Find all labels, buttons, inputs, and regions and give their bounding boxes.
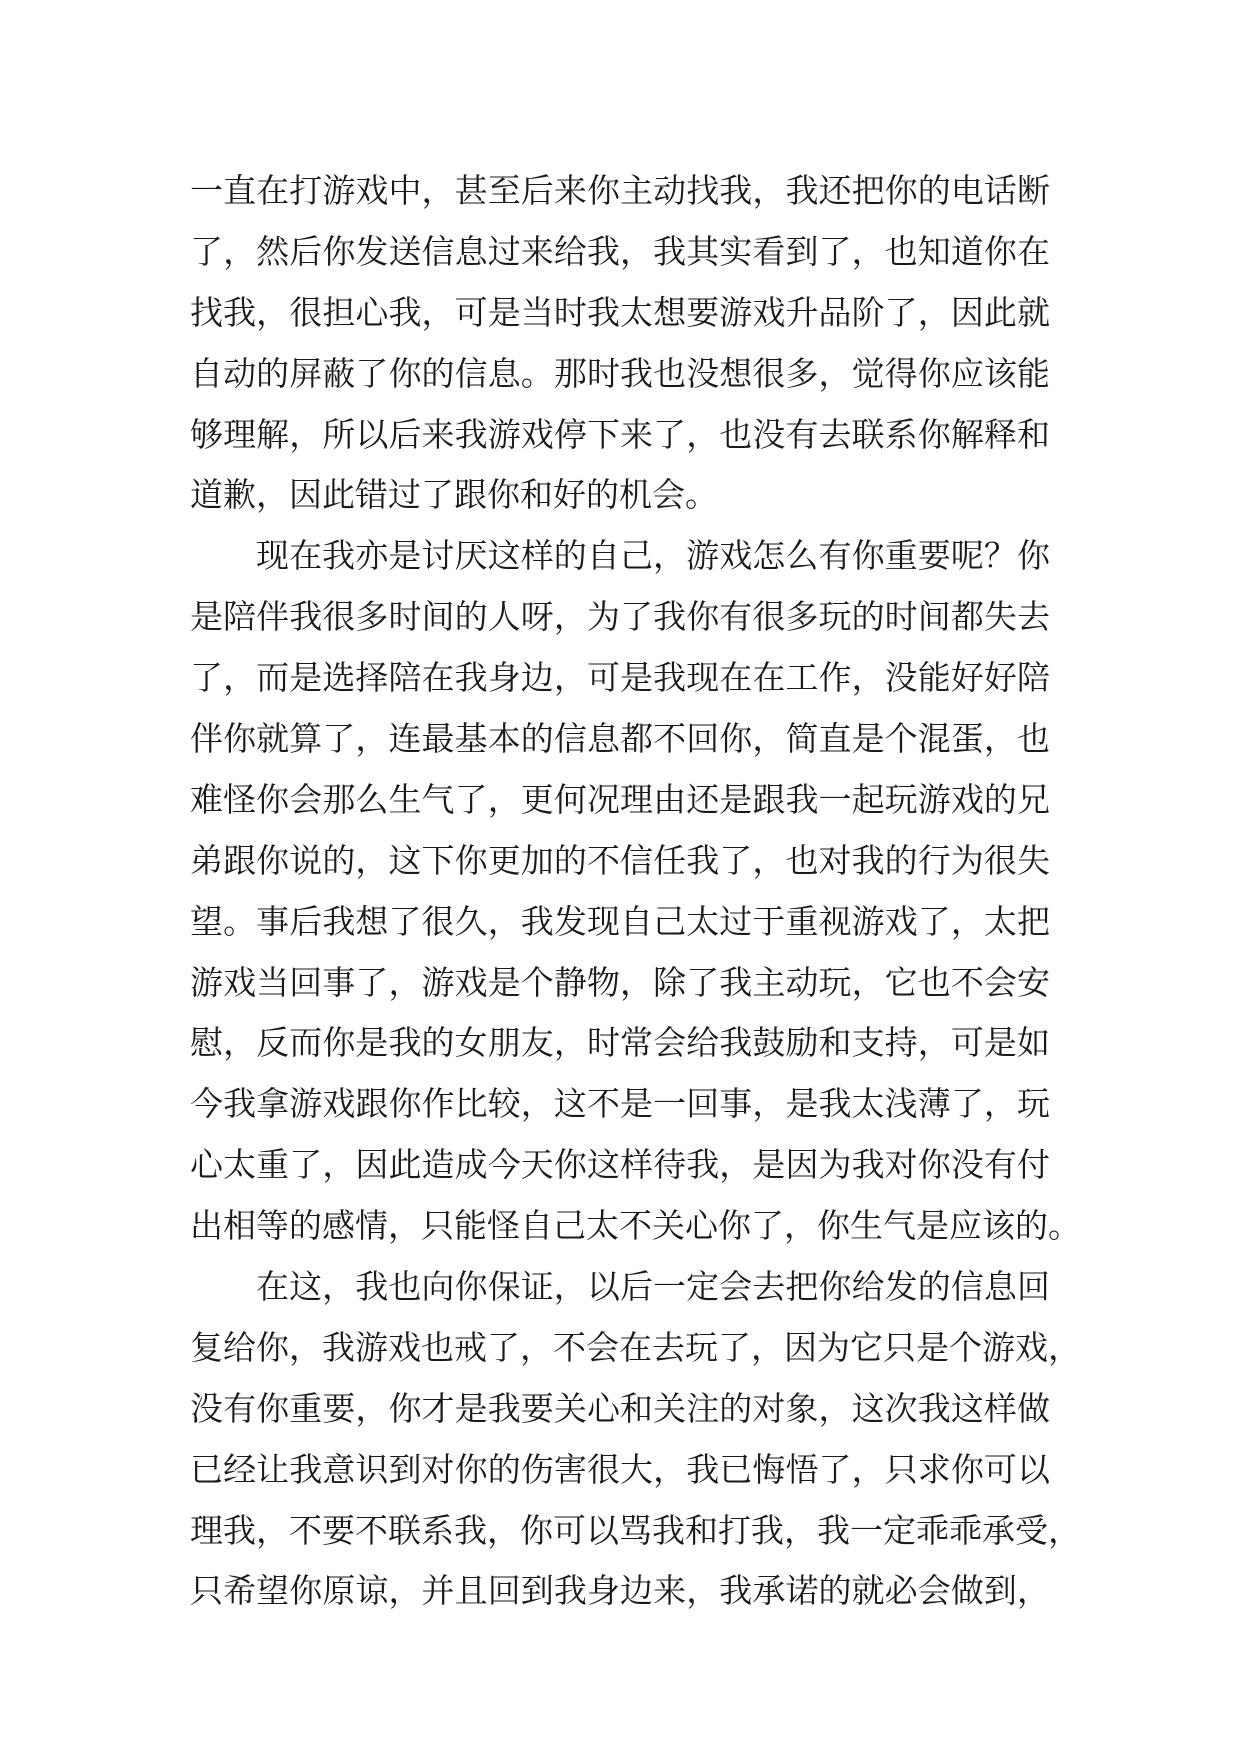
text-line: 找我，很担心我，可是当时我太想要游戏升品阶了，因此就 bbox=[190, 292, 1050, 332]
text-line: 伴你就算了，连最基本的信息都不回你，简直是个混蛋，也 bbox=[190, 719, 1050, 759]
text-line: 了，然后你发送信息过来给我，我其实看到了，也知道你在 bbox=[190, 231, 1050, 271]
text-line: 在这，我也向你保证，以后一定会去把你给发的信息回 bbox=[256, 1267, 1050, 1307]
text-line: 够理解，所以后来我游戏停下来了，也没有去联系你解释和 bbox=[190, 414, 1050, 454]
text-line: 难怪你会那么生气了，更何况理由还是跟我一起玩游戏的兄 bbox=[190, 779, 1050, 819]
text-line: 慰，反而你是我的女朋友，时常会给我鼓励和支持，可是如 bbox=[190, 1023, 1050, 1063]
text-line: 道歉，因此错过了跟你和好的机会。 bbox=[190, 475, 718, 515]
body-text bbox=[190, 161, 1081, 1622]
text-line: 现在我亦是讨厌这样的自己，游戏怎么有你重要呢？你 bbox=[256, 536, 1050, 576]
paragraph-1 bbox=[190, 161, 1050, 526]
text-line: 今我拿游戏跟你作比较，这不是一回事，是我太浅薄了，玩 bbox=[190, 1084, 1050, 1124]
text-line: 一直在打游戏中，甚至后来你主动找我，我还把你的电话断 bbox=[190, 171, 1050, 210]
paragraph-2 bbox=[190, 526, 1081, 1257]
text-line: 心太重了，因此造成今天你这样待我，是因为我对你没有付 bbox=[190, 1145, 1050, 1185]
text-line: 了，而是选择陪在我身边，可是我现在在工作，没能好好陪 bbox=[190, 658, 1050, 698]
text-line: 出相等的感情，只能怪自己太不关心你了，你生气是应该的。 bbox=[190, 1206, 1081, 1246]
text-line: 弟跟你说的，这下你更加的不信任我了，也对我的行为很失 bbox=[190, 840, 1050, 880]
text-line: 已经让我意识到对你的伤害很大，我已悔悟了，只求你可以 bbox=[190, 1449, 1050, 1489]
text-line: 只希望你原谅，并且回到我身边来，我承诺的就必会做到， bbox=[190, 1571, 1050, 1611]
text-line: 自动的屏蔽了你的信息。那时我也没想很多，觉得你应该能 bbox=[190, 353, 1050, 393]
paragraph-3 bbox=[190, 1257, 1081, 1622]
text-line: 理我，不要不联系我，你可以骂我和打我，我一定乖乖承受， bbox=[190, 1510, 1081, 1550]
text-line: 复给你，我游戏也戒了，不会在去玩了，因为它只是个游戏， bbox=[190, 1327, 1081, 1367]
text-line: 游戏当回事了，游戏是个静物，除了我主动玩，它也不会安 bbox=[190, 962, 1050, 1002]
text-line: 望。事后我想了很久，我发现自己太过于重视游戏了，太把 bbox=[190, 901, 1050, 941]
text-line: 是陪伴我很多时间的人呀，为了我你有很多玩的时间都失去 bbox=[190, 597, 1050, 637]
text-line: 没有你重要，你才是我要关心和关注的对象，这次我这样做 bbox=[190, 1388, 1050, 1428]
